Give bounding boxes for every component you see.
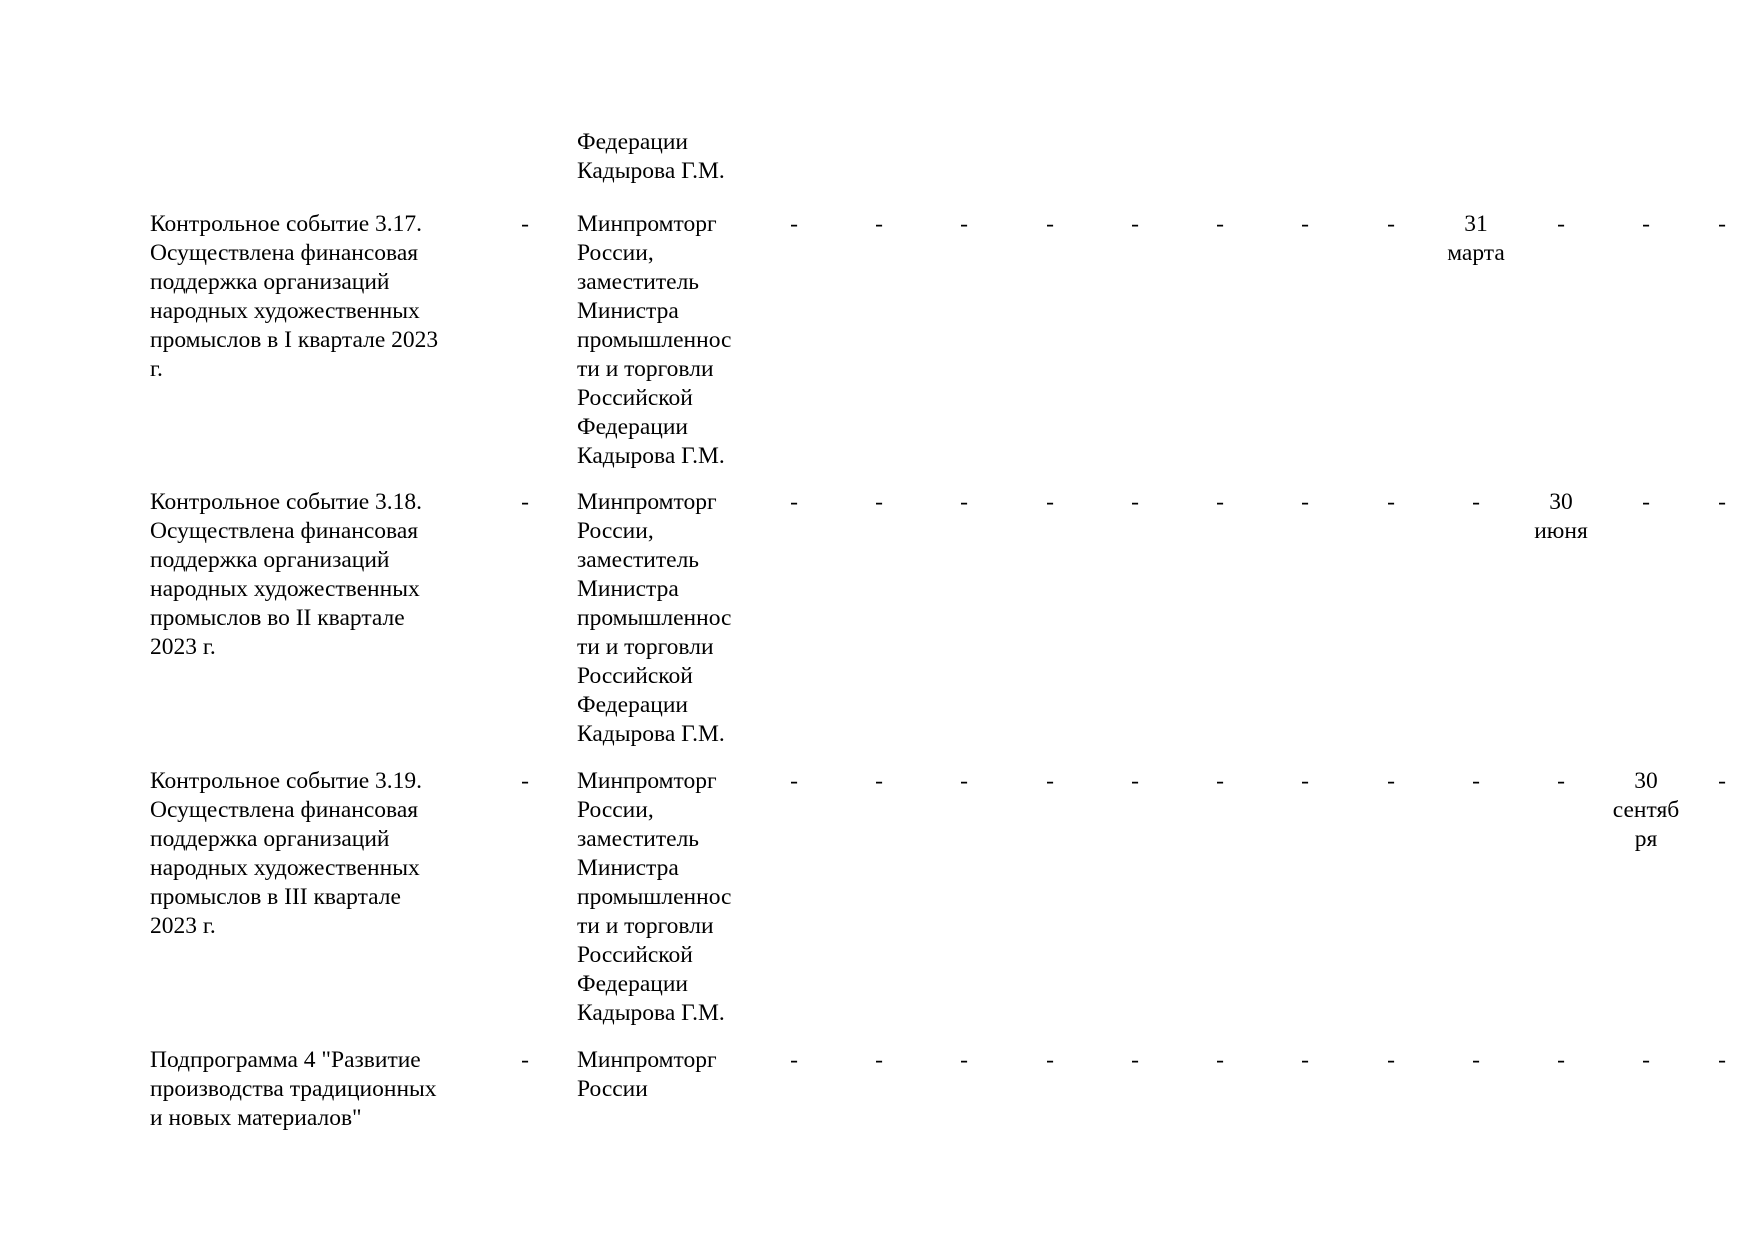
month-cell-8: - [1387,768,1395,794]
month-cell-3: - [960,489,968,515]
month-cell-10: - [1557,1047,1565,1073]
month-cell-10: - [1557,211,1565,237]
month-cell-2: - [875,211,883,237]
month-cell-2: - [875,768,883,794]
event-cell: Подпрограмма 4 "Развитие производства традиционных и новых материалов" [150,1047,437,1131]
responsible-cell: Минпромторг России, заместитель Министра промышленнос ти и торговли Российской Федерации Кадырова Г.М. [577,768,732,1026]
responsible-cell: Минпромторг России, заместитель Министра промышленнос ти и торговли Российской Федерации Кадырова Г.М. [577,211,732,469]
month-cell-12: - [1718,768,1726,794]
month-cell-2: - [875,1047,883,1073]
month-cell-8: - [1387,211,1395,237]
month-cell-6: - [1216,489,1224,515]
event-cell: Контрольное событие 3.19. Осуществлена финансовая поддержка организаций народных художественных промыслов в III квартале 2023 г. [150,768,423,939]
month-cell-1: - [790,489,798,515]
month-cell-5: - [1131,489,1139,515]
month-cell-12: - [1718,489,1726,515]
month-cell-5: - [1131,211,1139,237]
month-cell-6: - [1216,768,1224,794]
responsible-cell: Минпромторг России, заместитель Министра промышленнос ти и торговли Российской Федерации Кадырова Г.М. [577,489,732,747]
dash-cell: - [521,1047,529,1073]
month-cell-1: - [790,211,798,237]
month-cell-7: - [1301,768,1309,794]
month-cell-5: - [1131,768,1139,794]
month-cell-1: - [790,1047,798,1073]
month-cell-11: - [1642,489,1650,515]
month-cell-4: - [1046,211,1054,237]
month-cell-12: - [1718,1047,1726,1073]
month-cell-6: - [1216,1047,1224,1073]
month-cell-11: 30 сентяб ря [1612,768,1680,852]
month-cell-8: - [1387,489,1395,515]
month-cell-4: - [1046,489,1054,515]
month-cell-10: 30 июня [1534,489,1588,544]
month-cell-4: - [1046,768,1054,794]
event-cell: Контрольное событие 3.17. Осуществлена финансовая поддержка организаций народных художественных промыслов в I квартале 2023 г. [150,211,439,382]
month-cell-4: - [1046,1047,1054,1073]
month-cell-9: - [1472,768,1480,794]
month-cell-9: - [1472,489,1480,515]
month-cell-12: - [1718,211,1726,237]
responsible-cell: Минпромторг России [577,1047,717,1102]
month-cell-6: - [1216,211,1224,237]
month-cell-7: - [1301,211,1309,237]
month-cell-7: - [1301,489,1309,515]
month-cell-3: - [960,1047,968,1073]
month-cell-3: - [960,211,968,237]
month-cell-10: - [1557,768,1565,794]
month-cell-5: - [1131,1047,1139,1073]
month-cell-11: - [1642,1047,1650,1073]
month-cell-9: - [1472,1047,1480,1073]
month-cell-11: - [1642,211,1650,237]
month-cell-3: - [960,768,968,794]
month-cell-2: - [875,489,883,515]
event-cell: Контрольное событие 3.18. Осуществлена финансовая поддержка организаций народных художественных промыслов во II квартале 2023 г. [150,489,423,660]
responsible-cell: Федерации Кадырова Г.М. [577,129,725,184]
month-cell-7: - [1301,1047,1309,1073]
month-cell-9: 31 марта [1447,211,1505,266]
dash-cell: - [521,489,529,515]
dash-cell: - [521,768,529,794]
month-cell-8: - [1387,1047,1395,1073]
month-cell-1: - [790,768,798,794]
dash-cell: - [521,211,529,237]
